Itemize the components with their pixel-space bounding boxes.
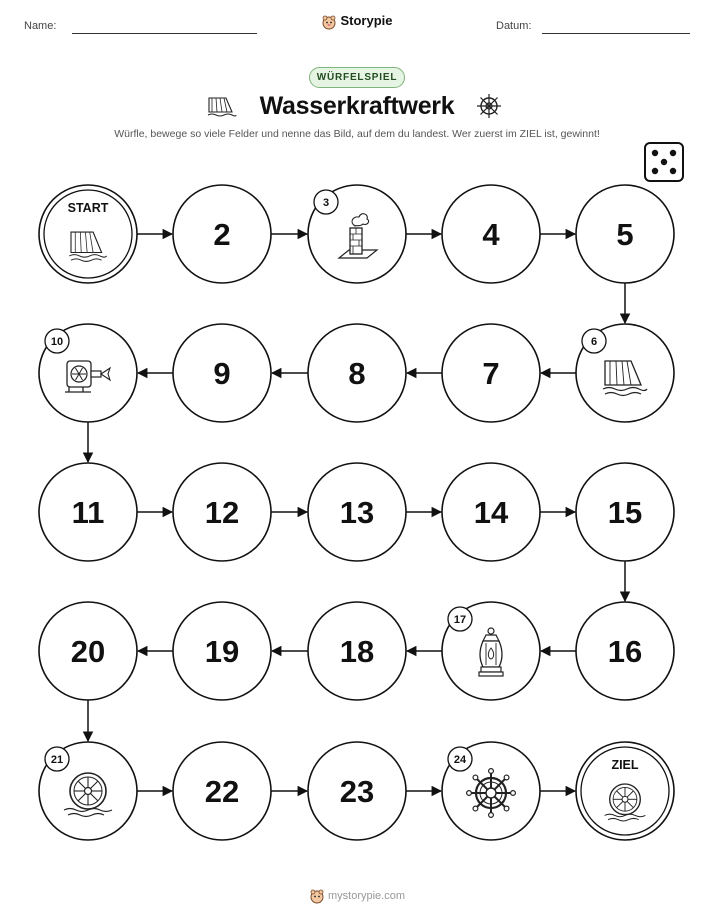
cell-number: 18 (339, 634, 375, 669)
footer-url: mystorypie.com (327, 889, 406, 902)
cell-number: 20 (70, 634, 106, 669)
board-cell-16[interactable] (576, 602, 674, 700)
board-cell-12[interactable] (173, 463, 271, 561)
brand-name: Storypie (340, 13, 393, 28)
cell-number: 2 (213, 217, 231, 252)
cell-number: 14 (473, 495, 509, 530)
board-cell-20[interactable] (39, 602, 137, 700)
cell-number: 22 (204, 774, 240, 809)
board-cell-17[interactable] (442, 602, 540, 700)
board-cell-2[interactable] (173, 185, 271, 283)
storypie-footer-logo-icon (309, 888, 325, 904)
board-cell-6[interactable] (576, 324, 674, 422)
cell-number: 19 (204, 634, 240, 669)
cell-number-badge-label: 17 (453, 614, 467, 626)
page-title: Wasserkraftwerk (259, 92, 455, 120)
ship-wheel-icon (467, 769, 516, 818)
footer (0, 888, 714, 904)
cell-number: 15 (607, 495, 643, 530)
cell-number-badge-label: 3 (322, 197, 330, 209)
board-cell-11[interactable] (39, 463, 137, 561)
cell-number-badge-label: 10 (50, 336, 64, 348)
board-cell-19[interactable] (173, 602, 271, 700)
board-cell-5[interactable] (576, 185, 674, 283)
cell-number: 7 (482, 356, 500, 391)
board-cell-18[interactable] (308, 602, 406, 700)
cell-number: 4 (482, 217, 500, 252)
board-cell-8[interactable] (308, 324, 406, 422)
board-cell-25[interactable] (576, 742, 674, 840)
finish-label: ZIEL (611, 758, 639, 772)
board-cell-7[interactable] (442, 324, 540, 422)
cell-number: 12 (204, 495, 240, 530)
cell-number: 23 (339, 774, 375, 809)
cell-number: 11 (71, 495, 105, 530)
game-type-badge: WÜRFELSPIEL (309, 67, 405, 88)
cell-number: 5 (616, 217, 634, 252)
board-cell-15[interactable] (576, 463, 674, 561)
name-label: Name: (24, 20, 57, 32)
start-label: START (67, 201, 109, 215)
board-cell-9[interactable] (173, 324, 271, 422)
board-cell-24[interactable] (442, 742, 540, 840)
board-cell-10[interactable] (39, 324, 137, 422)
instructions: Würfle, bewege so viele Felder und nenne das Bild, auf dem du landest. Wer zuerst im ZIEL ist, gewinnt! (114, 128, 600, 140)
cell-number: 16 (607, 634, 643, 669)
board-cell-23[interactable] (308, 742, 406, 840)
cell-number: 9 (213, 356, 231, 391)
date-label: Datum: (496, 20, 532, 32)
board-cell-21[interactable] (39, 742, 137, 840)
board-cell-13[interactable] (308, 463, 406, 561)
cell-number-badge-label: 21 (50, 754, 64, 766)
board-cell-22[interactable] (173, 742, 271, 840)
cell-number-badge-label: 6 (590, 336, 598, 348)
cell-number: 8 (348, 356, 366, 391)
board-cell-1[interactable] (39, 185, 137, 283)
cell-number: 13 (339, 495, 375, 530)
board-cell-14[interactable] (442, 463, 540, 561)
cell-number-badge-label: 24 (453, 754, 467, 766)
board-cell-3[interactable] (308, 185, 406, 283)
board-cell-4[interactable] (442, 185, 540, 283)
